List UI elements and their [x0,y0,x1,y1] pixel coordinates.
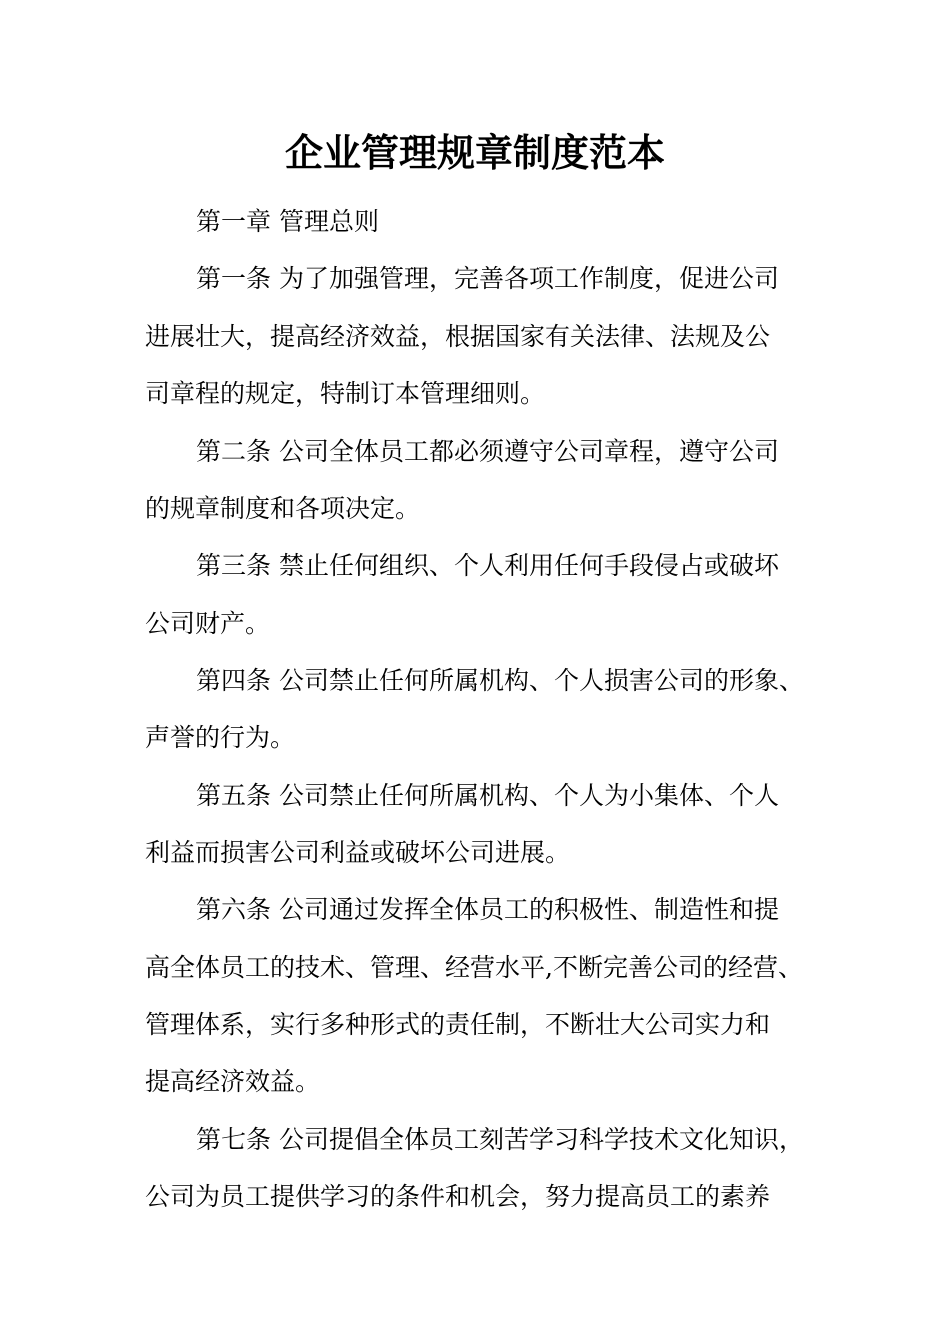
article-6-line-2: 高全体员工的技术、管理、经营水平,不断完善公司的经营、 [145,953,803,982]
article-3-line-1: 第三条 禁止任何组织、个人利用任何手段侵占或破坏 [196,551,779,580]
article-1-line-3: 司章程的规定，特制订本管理细则。 [145,379,546,408]
article-7-line-2: 公司为员工提供学习的条件和机会，努力提高员工的素养 [145,1182,771,1211]
article-6-line-4: 提高经济效益。 [145,1067,321,1096]
article-7-line-1: 第七条 公司提倡全体员工刻苦学习科学技术文化知识， [196,1125,804,1154]
chapter-heading: 第一章 管理总则 [196,207,379,236]
article-5-line-2: 利益而损害公司利益或破坏公司进展。 [145,838,571,867]
article-1-line-1: 第一条 为了加强管理，完善各项工作制度，促进公司 [196,264,779,293]
article-2-line-2: 的规章制度和各项决定。 [145,494,421,523]
article-4-line-1: 第四条 公司禁止任何所属机构、个人损害公司的形象、 [196,666,804,695]
document-title: 企业管理规章制度范本 [284,130,665,175]
article-4-line-2: 声誉的行为。 [145,723,296,752]
article-1-line-2: 进展壮大，提高经济效益，根据国家有关法律、法规及公 [145,322,771,351]
article-6-line-1: 第六条 公司通过发挥全体员工的积极性、制造性和提 [196,895,779,924]
article-2-line-1: 第二条 公司全体员工都必须遵守公司章程，遵守公司 [196,437,779,466]
article-5-line-1: 第五条 公司禁止任何所属机构、个人为小集体、个人 [196,781,779,810]
article-6-line-3: 管理体系，实行多种形式的责任制，不断壮大公司实力和 [145,1010,771,1039]
article-3-line-2: 公司财产。 [145,609,271,638]
